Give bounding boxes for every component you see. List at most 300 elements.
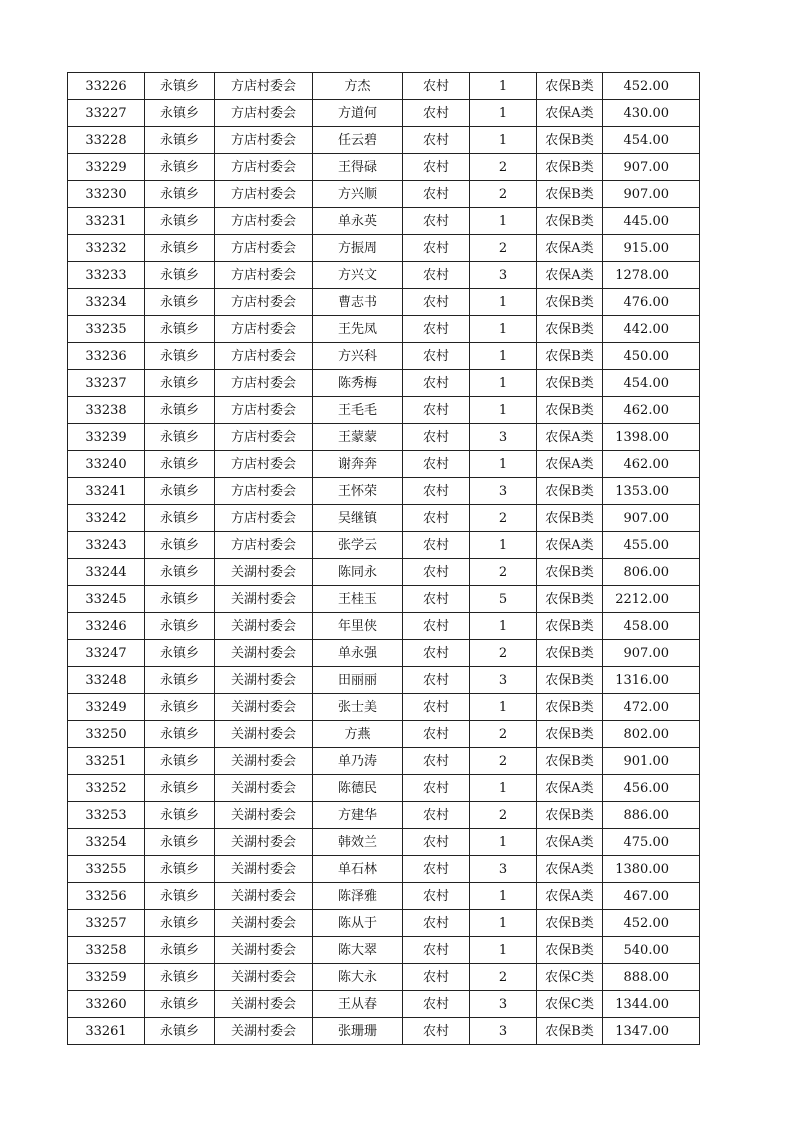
household-count-cell: 3	[470, 424, 537, 451]
household-count-cell: 1	[470, 694, 537, 721]
table-row	[68, 667, 700, 694]
amount-cell: 802.00	[603, 721, 700, 748]
table-row	[68, 100, 700, 127]
amount-cell: 907.00	[603, 640, 700, 667]
area-type-cell: 农村	[403, 370, 470, 397]
village-committee-cell: 方店村委会	[215, 343, 313, 370]
amount-cell: 1398.00	[603, 424, 700, 451]
village-committee-cell: 关湖村委会	[215, 883, 313, 910]
household-count-cell: 1	[470, 316, 537, 343]
area-type-cell: 农村	[403, 289, 470, 316]
household-count-cell: 5	[470, 586, 537, 613]
table-row	[68, 694, 700, 721]
name-cell: 张学云	[313, 532, 403, 559]
name-cell: 陈大翠	[313, 937, 403, 964]
village-committee-cell: 方店村委会	[215, 181, 313, 208]
category-cell: 农保B类	[537, 613, 603, 640]
area-type-cell: 农村	[403, 316, 470, 343]
amount-cell: 445.00	[603, 208, 700, 235]
table-row	[68, 154, 700, 181]
township-cell: 永镇乡	[145, 478, 215, 505]
township-cell: 永镇乡	[145, 424, 215, 451]
serial-number-cell: 33237	[68, 370, 145, 397]
serial-number-cell: 33236	[68, 343, 145, 370]
amount-cell: 454.00	[603, 127, 700, 154]
serial-number-cell: 33226	[68, 73, 145, 100]
serial-number-cell: 33255	[68, 856, 145, 883]
table-row	[68, 532, 700, 559]
serial-number-cell: 33261	[68, 1018, 145, 1045]
serial-number-cell: 33228	[68, 127, 145, 154]
category-cell: 农保B类	[537, 73, 603, 100]
name-cell: 单石林	[313, 856, 403, 883]
area-type-cell: 农村	[403, 613, 470, 640]
township-cell: 永镇乡	[145, 883, 215, 910]
household-count-cell: 2	[470, 748, 537, 775]
name-cell: 方兴文	[313, 262, 403, 289]
table-row	[68, 316, 700, 343]
household-count-cell: 1	[470, 829, 537, 856]
category-cell: 农保B类	[537, 127, 603, 154]
township-cell: 永镇乡	[145, 451, 215, 478]
household-count-cell: 1	[470, 100, 537, 127]
village-committee-cell: 关湖村委会	[215, 721, 313, 748]
category-cell: 农保B类	[537, 694, 603, 721]
table-row	[68, 586, 700, 613]
household-count-cell: 2	[470, 640, 537, 667]
area-type-cell: 农村	[403, 991, 470, 1018]
table-row	[68, 1018, 700, 1045]
village-committee-cell: 方店村委会	[215, 451, 313, 478]
table-row	[68, 370, 700, 397]
township-cell: 永镇乡	[145, 370, 215, 397]
table-row	[68, 208, 700, 235]
area-type-cell: 农村	[403, 451, 470, 478]
area-type-cell: 农村	[403, 775, 470, 802]
name-cell: 陈同永	[313, 559, 403, 586]
township-cell: 永镇乡	[145, 775, 215, 802]
table-row	[68, 424, 700, 451]
amount-cell: 452.00	[603, 910, 700, 937]
name-cell: 方兴科	[313, 343, 403, 370]
serial-number-cell: 33240	[68, 451, 145, 478]
category-cell: 农保B类	[537, 505, 603, 532]
table-row	[68, 451, 700, 478]
name-cell: 王蒙蒙	[313, 424, 403, 451]
household-count-cell: 1	[470, 370, 537, 397]
township-cell: 永镇乡	[145, 235, 215, 262]
table-row	[68, 856, 700, 883]
serial-number-cell: 33247	[68, 640, 145, 667]
township-cell: 永镇乡	[145, 505, 215, 532]
category-cell: 农保A类	[537, 883, 603, 910]
category-cell: 农保C类	[537, 964, 603, 991]
amount-cell: 1316.00	[603, 667, 700, 694]
serial-number-cell: 33229	[68, 154, 145, 181]
amount-cell: 462.00	[603, 451, 700, 478]
name-cell: 吴继镇	[313, 505, 403, 532]
serial-number-cell: 33260	[68, 991, 145, 1018]
table-row	[68, 910, 700, 937]
serial-number-cell: 33244	[68, 559, 145, 586]
township-cell: 永镇乡	[145, 613, 215, 640]
name-cell: 王先凤	[313, 316, 403, 343]
household-count-cell: 2	[470, 559, 537, 586]
table-row	[68, 775, 700, 802]
amount-cell: 907.00	[603, 181, 700, 208]
category-cell: 农保A类	[537, 235, 603, 262]
village-committee-cell: 方店村委会	[215, 235, 313, 262]
township-cell: 永镇乡	[145, 694, 215, 721]
amount-cell: 1380.00	[603, 856, 700, 883]
category-cell: 农保B类	[537, 397, 603, 424]
household-count-cell: 1	[470, 937, 537, 964]
area-type-cell: 农村	[403, 586, 470, 613]
table-row	[68, 991, 700, 1018]
amount-cell: 476.00	[603, 289, 700, 316]
table-row	[68, 127, 700, 154]
area-type-cell: 农村	[403, 829, 470, 856]
village-committee-cell: 关湖村委会	[215, 640, 313, 667]
township-cell: 永镇乡	[145, 1018, 215, 1045]
name-cell: 任云碧	[313, 127, 403, 154]
area-type-cell: 农村	[403, 127, 470, 154]
village-committee-cell: 方店村委会	[215, 127, 313, 154]
name-cell: 方燕	[313, 721, 403, 748]
category-cell: 农保B类	[537, 181, 603, 208]
amount-cell: 452.00	[603, 73, 700, 100]
category-cell: 农保C类	[537, 991, 603, 1018]
household-count-cell: 3	[470, 1018, 537, 1045]
township-cell: 永镇乡	[145, 208, 215, 235]
category-cell: 农保A类	[537, 451, 603, 478]
township-cell: 永镇乡	[145, 667, 215, 694]
village-committee-cell: 关湖村委会	[215, 586, 313, 613]
amount-cell: 907.00	[603, 154, 700, 181]
township-cell: 永镇乡	[145, 721, 215, 748]
household-count-cell: 1	[470, 775, 537, 802]
serial-number-cell: 33238	[68, 397, 145, 424]
name-cell: 单永英	[313, 208, 403, 235]
name-cell: 陈德民	[313, 775, 403, 802]
amount-cell: 454.00	[603, 370, 700, 397]
name-cell: 单乃涛	[313, 748, 403, 775]
area-type-cell: 农村	[403, 640, 470, 667]
township-cell: 永镇乡	[145, 316, 215, 343]
amount-cell: 462.00	[603, 397, 700, 424]
category-cell: 农保B类	[537, 1018, 603, 1045]
category-cell: 农保B类	[537, 154, 603, 181]
area-type-cell: 农村	[403, 424, 470, 451]
township-cell: 永镇乡	[145, 289, 215, 316]
serial-number-cell: 33246	[68, 613, 145, 640]
table-row	[68, 289, 700, 316]
name-cell: 方杰	[313, 73, 403, 100]
table-row	[68, 73, 700, 100]
township-cell: 永镇乡	[145, 937, 215, 964]
amount-cell: 2212.00	[603, 586, 700, 613]
household-count-cell: 1	[470, 73, 537, 100]
township-cell: 永镇乡	[145, 640, 215, 667]
name-cell: 方建华	[313, 802, 403, 829]
area-type-cell: 农村	[403, 910, 470, 937]
amount-cell: 1344.00	[603, 991, 700, 1018]
area-type-cell: 农村	[403, 235, 470, 262]
area-type-cell: 农村	[403, 397, 470, 424]
area-type-cell: 农村	[403, 73, 470, 100]
category-cell: 农保A类	[537, 100, 603, 127]
serial-number-cell: 33259	[68, 964, 145, 991]
table-row	[68, 883, 700, 910]
area-type-cell: 农村	[403, 343, 470, 370]
area-type-cell: 农村	[403, 964, 470, 991]
area-type-cell: 农村	[403, 181, 470, 208]
household-count-cell: 2	[470, 154, 537, 181]
table-row	[68, 397, 700, 424]
township-cell: 永镇乡	[145, 802, 215, 829]
village-committee-cell: 方店村委会	[215, 505, 313, 532]
area-type-cell: 农村	[403, 478, 470, 505]
category-cell: 农保B类	[537, 910, 603, 937]
serial-number-cell: 33227	[68, 100, 145, 127]
table-row	[68, 613, 700, 640]
serial-number-cell: 33248	[68, 667, 145, 694]
table-row	[68, 559, 700, 586]
village-committee-cell: 关湖村委会	[215, 1018, 313, 1045]
household-count-cell: 1	[470, 910, 537, 937]
serial-number-cell: 33258	[68, 937, 145, 964]
amount-cell: 458.00	[603, 613, 700, 640]
village-committee-cell: 方店村委会	[215, 289, 313, 316]
household-count-cell: 1	[470, 397, 537, 424]
table-row	[68, 343, 700, 370]
name-cell: 张士美	[313, 694, 403, 721]
category-cell: 农保B类	[537, 802, 603, 829]
serial-number-cell: 33242	[68, 505, 145, 532]
household-count-cell: 3	[470, 478, 537, 505]
serial-number-cell: 33253	[68, 802, 145, 829]
household-count-cell: 1	[470, 289, 537, 316]
category-cell: 农保B类	[537, 748, 603, 775]
household-count-cell: 2	[470, 181, 537, 208]
category-cell: 农保B类	[537, 640, 603, 667]
amount-cell: 475.00	[603, 829, 700, 856]
area-type-cell: 农村	[403, 802, 470, 829]
name-cell: 单永强	[313, 640, 403, 667]
serial-number-cell: 33235	[68, 316, 145, 343]
household-count-cell: 2	[470, 235, 537, 262]
village-committee-cell: 关湖村委会	[215, 559, 313, 586]
name-cell: 陈从于	[313, 910, 403, 937]
township-cell: 永镇乡	[145, 856, 215, 883]
name-cell: 年里侠	[313, 613, 403, 640]
table-row	[68, 748, 700, 775]
township-cell: 永镇乡	[145, 343, 215, 370]
village-committee-cell: 方店村委会	[215, 478, 313, 505]
table-row	[68, 262, 700, 289]
area-type-cell: 农村	[403, 262, 470, 289]
household-count-cell: 3	[470, 262, 537, 289]
name-cell: 陈泽雅	[313, 883, 403, 910]
village-committee-cell: 方店村委会	[215, 73, 313, 100]
area-type-cell: 农村	[403, 532, 470, 559]
name-cell: 陈秀梅	[313, 370, 403, 397]
household-count-cell: 1	[470, 532, 537, 559]
amount-cell: 888.00	[603, 964, 700, 991]
village-committee-cell: 关湖村委会	[215, 910, 313, 937]
category-cell: 农保B类	[537, 316, 603, 343]
name-cell: 韩效兰	[313, 829, 403, 856]
township-cell: 永镇乡	[145, 397, 215, 424]
amount-cell: 430.00	[603, 100, 700, 127]
table-row	[68, 721, 700, 748]
township-cell: 永镇乡	[145, 181, 215, 208]
category-cell: 农保B类	[537, 559, 603, 586]
amount-cell: 467.00	[603, 883, 700, 910]
amount-cell: 442.00	[603, 316, 700, 343]
township-cell: 永镇乡	[145, 154, 215, 181]
village-committee-cell: 关湖村委会	[215, 829, 313, 856]
area-type-cell: 农村	[403, 559, 470, 586]
household-count-cell: 2	[470, 802, 537, 829]
township-cell: 永镇乡	[145, 73, 215, 100]
household-count-cell: 1	[470, 451, 537, 478]
table-row	[68, 829, 700, 856]
household-count-cell: 1	[470, 613, 537, 640]
serial-number-cell: 33233	[68, 262, 145, 289]
category-cell: 农保A类	[537, 829, 603, 856]
name-cell: 王得碌	[313, 154, 403, 181]
household-count-cell: 1	[470, 883, 537, 910]
township-cell: 永镇乡	[145, 100, 215, 127]
township-cell: 永镇乡	[145, 532, 215, 559]
village-committee-cell: 关湖村委会	[215, 775, 313, 802]
village-committee-cell: 关湖村委会	[215, 964, 313, 991]
village-committee-cell: 关湖村委会	[215, 937, 313, 964]
category-cell: 农保B类	[537, 370, 603, 397]
amount-cell: 901.00	[603, 748, 700, 775]
name-cell: 谢奔奔	[313, 451, 403, 478]
category-cell: 农保B类	[537, 289, 603, 316]
name-cell: 张珊珊	[313, 1018, 403, 1045]
village-committee-cell: 关湖村委会	[215, 694, 313, 721]
category-cell: 农保B类	[537, 343, 603, 370]
name-cell: 王从春	[313, 991, 403, 1018]
township-cell: 永镇乡	[145, 127, 215, 154]
village-committee-cell: 方店村委会	[215, 424, 313, 451]
serial-number-cell: 33241	[68, 478, 145, 505]
category-cell: 农保A类	[537, 424, 603, 451]
table-row	[68, 235, 700, 262]
village-committee-cell: 方店村委会	[215, 532, 313, 559]
area-type-cell: 农村	[403, 667, 470, 694]
serial-number-cell: 33257	[68, 910, 145, 937]
name-cell: 王怀荣	[313, 478, 403, 505]
table-row	[68, 937, 700, 964]
table-row	[68, 640, 700, 667]
village-committee-cell: 方店村委会	[215, 316, 313, 343]
area-type-cell: 农村	[403, 748, 470, 775]
table-row	[68, 964, 700, 991]
village-committee-cell: 方店村委会	[215, 262, 313, 289]
village-committee-cell: 方店村委会	[215, 154, 313, 181]
village-committee-cell: 关湖村委会	[215, 667, 313, 694]
household-count-cell: 2	[470, 721, 537, 748]
name-cell: 曹志书	[313, 289, 403, 316]
township-cell: 永镇乡	[145, 586, 215, 613]
name-cell: 方兴顺	[313, 181, 403, 208]
category-cell: 农保B类	[537, 667, 603, 694]
amount-cell: 472.00	[603, 694, 700, 721]
name-cell: 方振周	[313, 235, 403, 262]
table-row	[68, 505, 700, 532]
village-committee-cell: 关湖村委会	[215, 856, 313, 883]
village-committee-cell: 关湖村委会	[215, 991, 313, 1018]
serial-number-cell: 33231	[68, 208, 145, 235]
table-body	[68, 73, 700, 1045]
table-row	[68, 478, 700, 505]
amount-cell: 456.00	[603, 775, 700, 802]
amount-cell: 455.00	[603, 532, 700, 559]
household-count-cell: 1	[470, 343, 537, 370]
amount-cell: 1347.00	[603, 1018, 700, 1045]
amount-cell: 1278.00	[603, 262, 700, 289]
household-count-cell: 2	[470, 964, 537, 991]
serial-number-cell: 33243	[68, 532, 145, 559]
name-cell: 方道何	[313, 100, 403, 127]
household-count-cell: 3	[470, 991, 537, 1018]
area-type-cell: 农村	[403, 100, 470, 127]
area-type-cell: 农村	[403, 721, 470, 748]
household-count-cell: 3	[470, 667, 537, 694]
serial-number-cell: 33234	[68, 289, 145, 316]
household-count-cell: 1	[470, 127, 537, 154]
category-cell: 农保A类	[537, 856, 603, 883]
serial-number-cell: 33254	[68, 829, 145, 856]
township-cell: 永镇乡	[145, 748, 215, 775]
village-committee-cell: 方店村委会	[215, 370, 313, 397]
amount-cell: 907.00	[603, 505, 700, 532]
township-cell: 永镇乡	[145, 262, 215, 289]
amount-cell: 915.00	[603, 235, 700, 262]
township-cell: 永镇乡	[145, 829, 215, 856]
area-type-cell: 农村	[403, 208, 470, 235]
serial-number-cell: 33256	[68, 883, 145, 910]
area-type-cell: 农村	[403, 154, 470, 181]
serial-number-cell: 33252	[68, 775, 145, 802]
table-row	[68, 802, 700, 829]
category-cell: 农保B类	[537, 208, 603, 235]
amount-cell: 1353.00	[603, 478, 700, 505]
serial-number-cell: 33245	[68, 586, 145, 613]
name-cell: 田丽丽	[313, 667, 403, 694]
serial-number-cell: 33251	[68, 748, 145, 775]
township-cell: 永镇乡	[145, 910, 215, 937]
township-cell: 永镇乡	[145, 964, 215, 991]
name-cell: 王毛毛	[313, 397, 403, 424]
serial-number-cell: 33250	[68, 721, 145, 748]
amount-cell: 540.00	[603, 937, 700, 964]
township-cell: 永镇乡	[145, 991, 215, 1018]
category-cell: 农保A类	[537, 775, 603, 802]
village-committee-cell: 方店村委会	[215, 208, 313, 235]
household-count-cell: 2	[470, 505, 537, 532]
area-type-cell: 农村	[403, 937, 470, 964]
household-count-cell: 1	[470, 208, 537, 235]
serial-number-cell: 33249	[68, 694, 145, 721]
amount-cell: 450.00	[603, 343, 700, 370]
category-cell: 农保B类	[537, 586, 603, 613]
